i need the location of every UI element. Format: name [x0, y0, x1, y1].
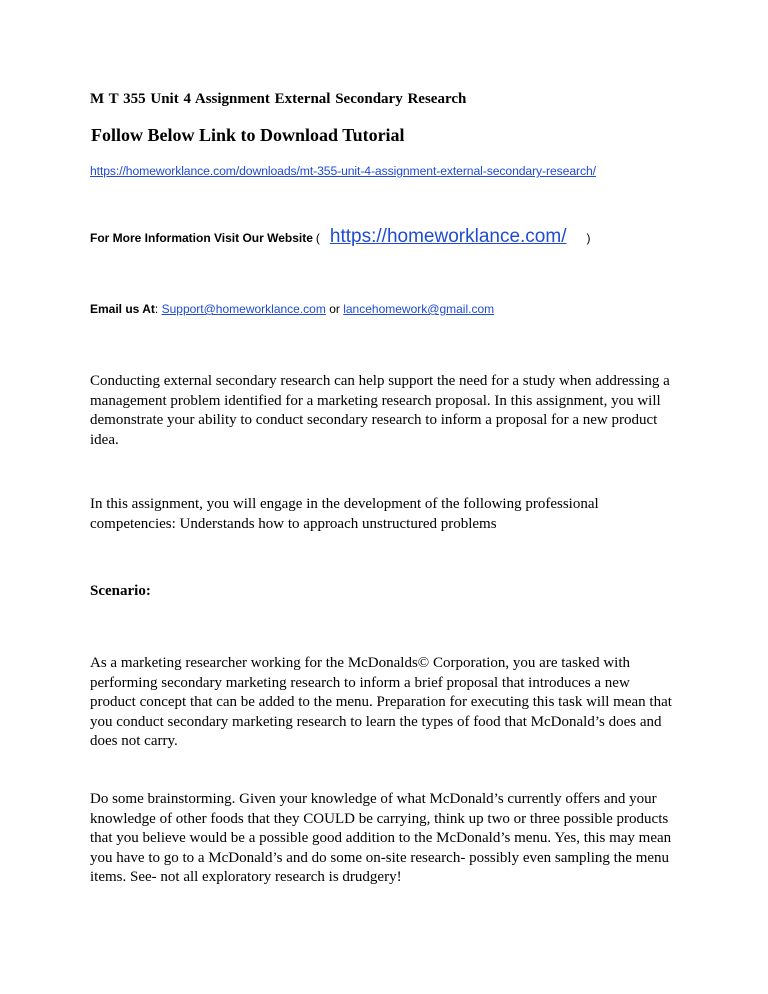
- support-email-link[interactable]: Support@homeworklance.com: [161, 302, 326, 316]
- website-link[interactable]: https://homeworklance.com/: [329, 226, 567, 247]
- intro-paragraph: [90, 372, 690, 450]
- brainstorming-paragraph: [90, 790, 690, 888]
- paragraph-line: you conduct secondary marketing research to learn the types of food that McDonald’s does and: [90, 713, 662, 730]
- paragraph-line: In this assignment, you will engage in the development of the following professional: [90, 496, 599, 512]
- close-paren: ): [586, 231, 591, 245]
- secondary-email-link[interactable]: lancehomework@gmail.com: [343, 302, 495, 316]
- paragraph-line: management problem identified for a marketing research proposal. In this assignment, you will: [90, 392, 661, 409]
- open-paren: (: [315, 231, 320, 245]
- paragraph-line: that you believe would be a possible good addition to the McDonald’s menu. Yes, this may mean: [90, 830, 672, 846]
- paragraph-line: performing secondary marketing research to inform a brief proposal that introduces a new: [90, 674, 630, 691]
- scenario-heading: Scenario:: [90, 583, 151, 599]
- competencies-paragraph: [90, 495, 690, 534]
- paragraph-line: As a marketing researcher working for the McDonalds© Corporation, you are tasked with: [90, 655, 630, 671]
- email-or: or: [329, 302, 340, 316]
- paragraph-line: competencies: Understands how to approach unstructured problems: [90, 515, 497, 532]
- paragraph-line: Conducting external secondary research can help support the need for a study when addressing a: [90, 373, 670, 389]
- paragraph-line: demonstrate your ability to conduct secondary research to inform a proposal for a new product: [90, 412, 658, 428]
- email-label: Email us At: [90, 302, 155, 316]
- scenario-paragraph: [90, 654, 690, 752]
- tutorial-download-link[interactable]: https://homeworklance.com/downloads/mt-355-unit-4-assignment-external-secondary-research/: [90, 164, 596, 178]
- paragraph-line: you have to go to a McDonald’s and do some on-site research- possibly even sampling the menu: [90, 849, 670, 866]
- download-heading: Follow Below Link to Download Tutorial: [91, 125, 405, 145]
- paragraph-line: does not carry.: [90, 733, 178, 749]
- paragraph-line: items. See- not all exploratory research is drudgery!: [90, 869, 402, 885]
- paragraph-line: product concept that can be added to the menu. Preparation for executing this task will mean that: [90, 694, 672, 710]
- email-line: [90, 302, 494, 316]
- more-info-label: For More Information Visit Our Website: [90, 231, 313, 245]
- paragraph-line: Do some brainstorming. Given your knowledge of what McDonald’s currently offers and your: [90, 791, 657, 807]
- paragraph-line: idea.: [90, 431, 119, 448]
- more-info-line: [90, 226, 590, 248]
- paragraph-line: knowledge of other foods that they COULD be carrying, think up two or three possible products: [90, 810, 669, 827]
- document-title: M T 355 Unit 4 Assignment External Secondary Research: [90, 91, 467, 107]
- email-colon: :: [154, 302, 159, 316]
